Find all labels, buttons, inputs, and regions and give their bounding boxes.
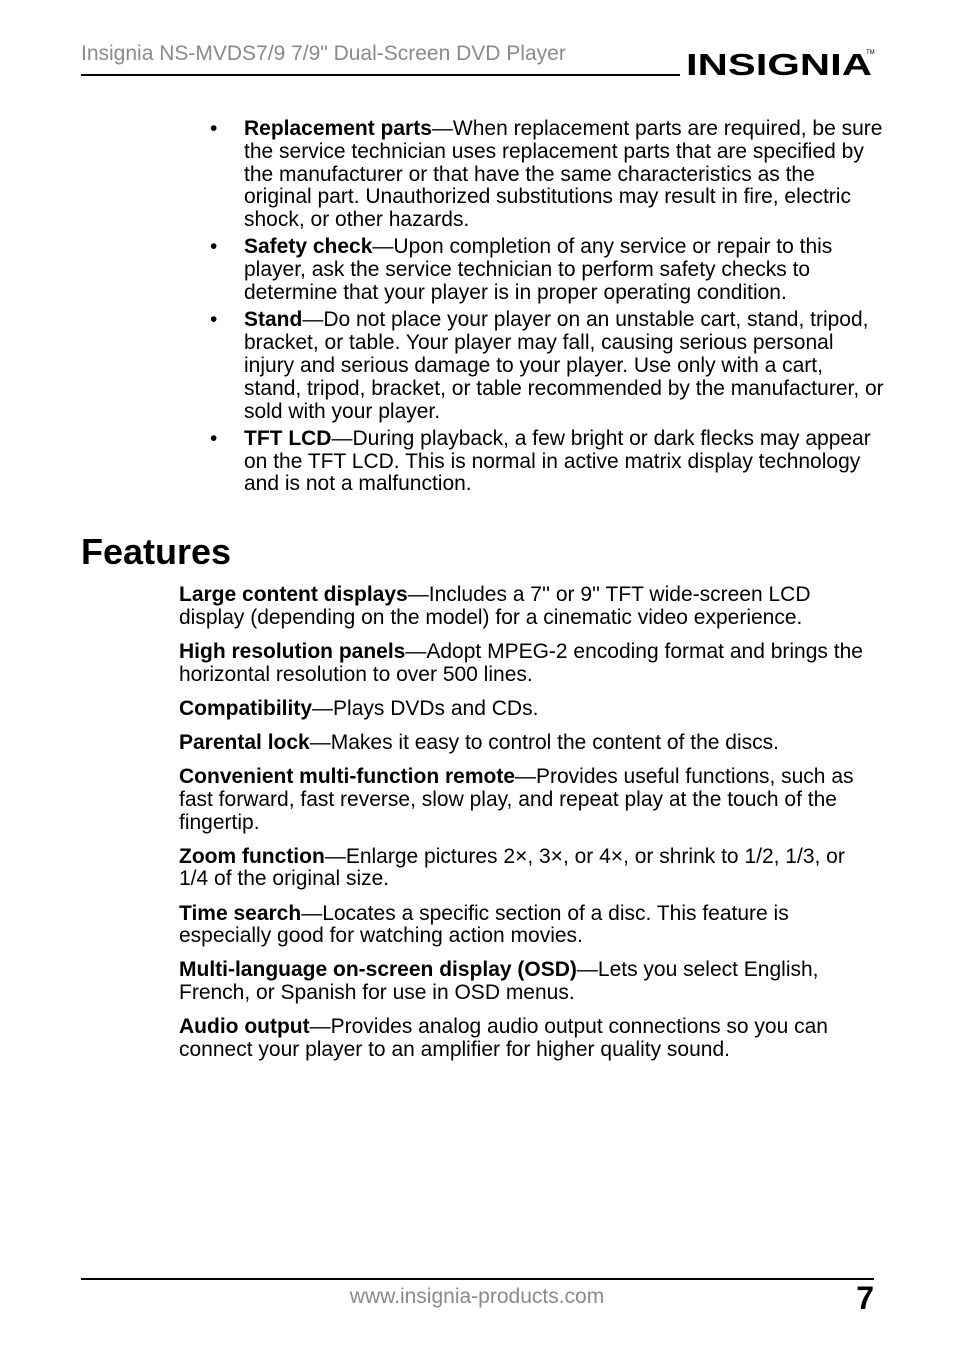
feature-text: —Locates a specific section of a disc. This feature is especially good for watching action movies. <box>179 901 789 948</box>
bullet-icon: • <box>210 235 218 259</box>
feature-text: —Plays DVDs and CDs. <box>312 696 539 720</box>
feature-term: Zoom function <box>179 844 325 868</box>
footer-url: www.insignia-products.com <box>349 1285 605 1308</box>
footer-divider <box>81 1278 874 1280</box>
feature-term: Large content displays <box>179 583 408 606</box>
feature-term: Compatibility <box>179 696 313 720</box>
list-item <box>204 118 884 232</box>
item-term: Stand <box>244 308 303 332</box>
feature-text: —Makes it easy to control the content of the discs. <box>309 730 779 754</box>
safety-bullet-list <box>204 118 884 501</box>
feature-item <box>179 641 879 687</box>
feature-text: —Provides analog audio output connections so you can connect your player to an amplifier for higher quality sound. <box>179 1015 828 1062</box>
feature-item <box>179 846 879 892</box>
item-term: Replacement parts <box>244 117 432 140</box>
bullet-icon: • <box>210 426 218 450</box>
document-title: Insignia NS-MVDS7/9 7/9" Dual-Screen DVD Player <box>81 42 566 65</box>
feature-item <box>179 584 879 630</box>
item-text: —Do not place your player on an unstable cart, stand, tripod, bracket, or table. Your player may fall, causing serious personal injury and serious damage to your player. Use only with a cart, stand, tripod, bracket, or table recommended by the manufacturer, or sold with your player. <box>244 308 884 423</box>
feature-item <box>179 959 879 1005</box>
feature-text: —Lets you select English, French, or Spanish for use in OSD menus. <box>179 958 819 1005</box>
logo-wordmark: INSIGNIA <box>686 47 872 82</box>
feature-term: Time search <box>179 901 302 925</box>
item-term: Safety check <box>244 235 373 259</box>
insignia-logo <box>686 44 878 88</box>
feature-term: Multi-language on-screen display (OSD) <box>179 958 577 982</box>
page-number: 7 <box>856 1280 874 1316</box>
feature-text: —Adopt MPEG-2 encoding format and brings the horizontal resolution to over 500 lines. <box>179 639 863 686</box>
feature-item <box>179 1016 879 1062</box>
header-divider <box>81 74 680 76</box>
feature-term: Parental lock <box>179 730 310 754</box>
item-term: TFT LCD <box>244 426 332 450</box>
features-list <box>179 584 879 1073</box>
bullet-icon: • <box>210 308 218 332</box>
item-text: —Upon completion of any service or repair to this player, ask the service technician to perform safety checks to determine that your player is in proper operating condition. <box>244 235 833 305</box>
feature-term: Audio output <box>179 1015 310 1039</box>
feature-text: —Provides useful functions, such as fast forward, fast reverse, slow play, and repeat play at the touch of the fingertip. <box>179 764 854 834</box>
list-item <box>204 236 884 304</box>
feature-item <box>179 766 879 834</box>
feature-item <box>179 732 879 755</box>
item-text: —When replacement parts are required, be sure the service technician uses replacement parts that are specified by the manufacturer or that have the same characteristics as the original part. Unauthorized substitutions may result in fire, electric shock, or other hazards. <box>244 117 883 232</box>
bullet-icon: • <box>210 117 218 140</box>
feature-item <box>179 698 879 721</box>
item-text: —During playback, a few bright or dark flecks may appear on the TFT LCD. This is normal in active matrix display technology and is not a malfunction. <box>244 426 871 496</box>
list-item <box>204 309 884 423</box>
feature-text: —Includes a 7'' or 9'' TFT wide-screen LCD display (depending on the model) for a cinematic video experience. <box>179 583 811 629</box>
feature-item <box>179 903 879 949</box>
logo-trademark: TM <box>866 50 875 56</box>
section-heading-features: Features <box>81 531 232 572</box>
feature-text: —Enlarge pictures 2×, 3×, or 4×, or shrink to 1/2, 1/3, or 1/4 of the original size. <box>179 844 845 891</box>
feature-term: High resolution panels <box>179 639 406 663</box>
feature-term: Convenient multi-function remote <box>179 764 515 788</box>
list-item <box>204 428 884 496</box>
